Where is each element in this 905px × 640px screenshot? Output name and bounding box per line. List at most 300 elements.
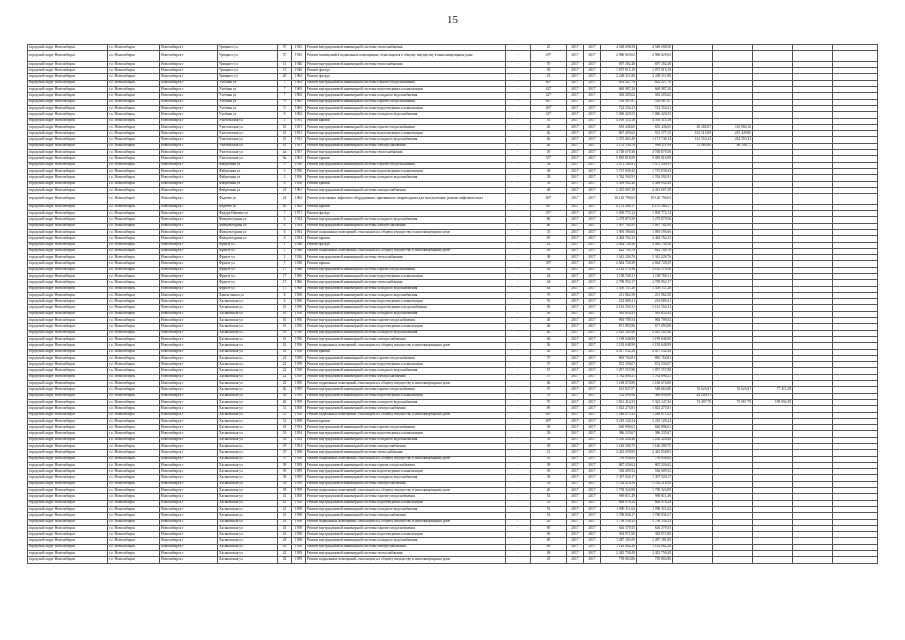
- cell-cost-total: 211 862,58: [601, 292, 637, 298]
- cell-plan-end: 2017: [584, 204, 601, 210]
- cell-plan-start: 2017: [567, 45, 584, 51]
- cell-year-built: 1956: [292, 292, 306, 298]
- cell-cost-total: 672 330,07: [601, 362, 637, 368]
- cell-municipality: городской округ Новосибирск: [28, 273, 108, 279]
- cell-count: 49: [531, 68, 567, 74]
- cell-plan-start: 2017: [567, 68, 584, 74]
- cell-plan-start: 2017: [567, 280, 584, 286]
- cell-house: 17: [278, 273, 292, 279]
- cell-cost-total: 5 499 992,40: [601, 181, 637, 187]
- cell-count: 46: [531, 318, 567, 324]
- cell-house: 7: [278, 93, 292, 99]
- cell-area: -: [506, 124, 531, 130]
- cell-district: Новосибирск г: [160, 261, 218, 267]
- cell-year-built: 1958: [292, 406, 306, 412]
- cell-plan-end: 2017: [584, 286, 601, 292]
- cell-street: Хасановская ул: [218, 481, 278, 487]
- cell-street: Фабричная ул: [218, 181, 278, 187]
- cell-district: Новосибирск г: [160, 494, 218, 500]
- cell-plan-start: 2017: [567, 488, 584, 494]
- cell-city: г.о. Новосибирск: [108, 217, 160, 223]
- cell-year-built: 1962: [292, 204, 306, 210]
- cell-work-type: Ремонт внутридомовой инженерной системы водоотведения и канализации: [306, 105, 506, 111]
- cell-municipality: городской округ Новосибирск: [28, 143, 108, 149]
- cell-plan-start: 2017: [567, 211, 584, 217]
- cell-work-type: Ремонт внутридомовой инженерной системы холодного водоснабжения: [306, 538, 506, 544]
- cell-year-built: 1956: [292, 318, 306, 324]
- cell-count: 44: [531, 286, 567, 292]
- cell-count: 45: [531, 519, 567, 525]
- cell-cost-estimate: 4 017 532,28: [637, 349, 673, 355]
- cell-plan-start: 2017: [567, 513, 584, 519]
- cell-cost-estimate: 1 397 920,17: [637, 475, 673, 481]
- cell-district: Новосибирск г: [160, 399, 218, 405]
- cell-plan-end: 2017: [584, 456, 601, 462]
- cell-work-type: Ремонт крыши: [306, 181, 506, 187]
- cell-count: 76: [531, 299, 567, 305]
- cell-city: г.о. Новосибирск: [108, 236, 160, 242]
- cell-house: 31: [278, 406, 292, 412]
- cell-area: -: [506, 311, 531, 317]
- cell-work-type: Ремонт внутридомовой инженерной системы электроснабжения: [306, 187, 506, 193]
- cell-municipality: городской округ Новосибирск: [28, 532, 108, 538]
- cell-city: г.о. Новосибирск: [108, 437, 160, 443]
- cell-work-type: Ремонт внутридомовой инженерной системы электроснабжения: [306, 544, 506, 550]
- cell-plan-end: 2017: [584, 513, 601, 519]
- cell-city: г.о. Новосибирск: [108, 544, 160, 550]
- cell-work-type: Ремонт внутридомовой инженерной системы холодного водоснабжения: [306, 311, 506, 317]
- cell-area: -: [506, 318, 531, 324]
- cell-cost-total: 697 302,48: [601, 61, 637, 67]
- cell-work-type: Ремонт подвальных помещений, относящихся к общему имуществу в многоквартирном доме: [306, 456, 506, 462]
- cell-house: 43: [278, 525, 292, 531]
- cell-plan-end: 2017: [584, 551, 601, 557]
- cell-street: Урицкого ул: [218, 51, 278, 62]
- cell-cost-estimate: 5 499 992,40: [637, 181, 673, 187]
- cell-city: г.о. Новосибирск: [108, 45, 160, 51]
- cell-house: 33: [278, 431, 292, 437]
- cell-street: Хасановская ул: [218, 431, 278, 437]
- cell-house: 65: [278, 204, 292, 210]
- cell-plan-end: 2017: [584, 51, 601, 62]
- cell-house: 10: [278, 143, 292, 149]
- cell-cost-total: 1 039 772,12: [601, 211, 637, 217]
- cell-plan-end: 2017: [584, 74, 601, 80]
- cell-cost-estimate: 672 330,07: [637, 362, 673, 368]
- cell-area: -: [506, 236, 531, 242]
- cell-extra1: 74 497,78: [673, 399, 713, 405]
- cell-house: 41: [278, 494, 292, 500]
- cell-street: Фрунзе ул: [218, 242, 278, 248]
- cell-area: -: [506, 444, 531, 450]
- cell-cost-estimate: 3 064 738,30: [637, 242, 673, 248]
- cell-city: г.о. Новосибирск: [108, 286, 160, 292]
- cell-city: г.о. Новосибирск: [108, 87, 160, 93]
- cell-work-type: Ремонт подвальных помещений, относящихся к общему имуществу в многоквартирном доме: [306, 557, 506, 563]
- cell-municipality: городской округ Новосибирск: [28, 412, 108, 418]
- cell-plan-end: 2017: [584, 399, 601, 405]
- cell-count: 38: [531, 255, 567, 261]
- cell-plan-end: 2017: [584, 223, 601, 229]
- cell-cost-total: 608 978,24: [601, 500, 637, 506]
- cell-year-built: 1959: [292, 374, 306, 380]
- cell-house: 33: [278, 425, 292, 431]
- cell-cost-estimate: 1 143 982,28: [637, 544, 673, 550]
- cell-count: 48*: [531, 204, 567, 210]
- cell-cost-total: 1 151 130,76: [601, 143, 637, 149]
- cell-street: Хасановская ул: [218, 381, 278, 387]
- cell-street: Хасановская ул: [218, 437, 278, 443]
- cell-street: Фабричная ул: [218, 162, 278, 168]
- cell-extra2: 215 449,86: [713, 131, 753, 137]
- cell-year-built: 1930: [292, 261, 306, 267]
- cell-plan-start: 2017: [567, 223, 584, 229]
- cell-house: 33: [278, 437, 292, 443]
- cell-municipality: городской округ Новосибирск: [28, 112, 108, 118]
- cell-house: 39: [278, 475, 292, 481]
- cell-street: Хасановская ул: [218, 494, 278, 500]
- cell-work-type: Ремонт внутридомовой инженерной системы холодного водоснабжения: [306, 112, 506, 118]
- cell-work-type: Ремонт подвальных помещений, относящихся к общему имуществу в многоквартирном доме: [306, 381, 506, 387]
- cell-extra2: 242 353,31: [713, 137, 753, 143]
- cell-house: 7: [278, 211, 292, 217]
- cell-cost-estimate: 724 354,21: [637, 105, 673, 111]
- cell-house: 17: [278, 280, 292, 286]
- cell-house: 39: [278, 481, 292, 487]
- cell-plan-start: 2017: [567, 412, 584, 418]
- cell-area: -: [506, 223, 531, 229]
- cell-year-built: 1959: [292, 399, 306, 405]
- cell-city: г.о. Новосибирск: [108, 223, 160, 229]
- cell-year-built: 1963: [292, 99, 306, 105]
- cell-year-built: 1951: [292, 143, 306, 149]
- cell-plan-end: 2017: [584, 355, 601, 361]
- cell-house: 8: [278, 292, 292, 298]
- cell-cost-estimate: 1 758 324,88: [637, 488, 673, 494]
- cell-count: 70: [531, 61, 567, 67]
- cell-cost-total: 1 057 557,88: [601, 368, 637, 374]
- cell-count: 42*: [531, 93, 567, 99]
- cell-municipality: городской округ Новосибирск: [28, 393, 108, 399]
- cell-plan-end: 2017: [584, 374, 601, 380]
- cell-count: 40*: [531, 105, 567, 111]
- cell-plan-end: 2017: [584, 137, 601, 143]
- cell-house: 16: [278, 336, 292, 342]
- cell-cost-total: 1 090 311,62: [601, 506, 637, 512]
- cell-area: -: [506, 494, 531, 500]
- cell-cost-estimate: 2 162 579,36: [637, 267, 673, 273]
- cell-year-built: 1958: [292, 532, 306, 538]
- cell-plan-end: 2017: [584, 305, 601, 311]
- cell-plan-start: 2017: [567, 93, 584, 99]
- cell-city: г.о. Новосибирск: [108, 481, 160, 487]
- cell-cost-total: 965 709,54: [601, 318, 637, 324]
- cell-house: 41: [278, 506, 292, 512]
- cell-municipality: городской округ Новосибирск: [28, 99, 108, 105]
- cell-year-built: 1959: [292, 393, 306, 399]
- cell-count: 39: [531, 462, 567, 468]
- cell-year-built: 1958: [292, 500, 306, 506]
- cell-street: Хасановская ул: [218, 513, 278, 519]
- cell-area: -: [506, 330, 531, 336]
- cell-municipality: городской округ Новосибирск: [28, 330, 108, 336]
- cell-count: 35: [531, 456, 567, 462]
- cell-house: 18: [278, 349, 292, 355]
- cell-plan-end: 2017: [584, 156, 601, 162]
- cell-area: -: [506, 469, 531, 475]
- cell-street: Хасановская ул: [218, 557, 278, 563]
- cell-area: -: [506, 513, 531, 519]
- cell-year-built: 1951: [292, 118, 306, 124]
- cell-area: -: [506, 150, 531, 156]
- cell-cost-estimate: 4 503 114,16: [637, 118, 673, 124]
- cell-plan-start: 2017: [567, 168, 584, 174]
- cell-year-built: 1956: [292, 305, 306, 311]
- cell-district: Новосибирск г: [160, 469, 218, 475]
- cell-street: Физкультурная ул: [218, 217, 278, 223]
- cell-count: 53: [531, 513, 567, 519]
- cell-cost-estimate: 2 425 058,83: [637, 450, 673, 456]
- cell-district: Новосибирск г: [160, 481, 218, 487]
- cell-house: 9: [278, 99, 292, 105]
- cell-house: 37: [278, 450, 292, 456]
- cell-district: Новосибирск г: [160, 418, 218, 424]
- cell-count: 46: [531, 330, 567, 336]
- cell-city: г.о. Новосибирск: [108, 156, 160, 162]
- cell-district: Новосибирск г: [160, 61, 218, 67]
- cell-cost-total: 1 250 226,48: [601, 437, 637, 443]
- cell-municipality: городской округ Новосибирск: [28, 381, 108, 387]
- cell-cost-total: 1 341 226,76: [601, 255, 637, 261]
- cell-city: г.о. Новосибирск: [108, 255, 160, 261]
- cell-work-type: Ремонт внутридомовой инженерной системы горячего водоснабжения: [306, 99, 506, 105]
- cell-cost-estimate: 1 768 036,27: [637, 513, 673, 519]
- cell-count: 46*: [531, 412, 567, 418]
- cell-count: 46: [531, 336, 567, 342]
- cell-year-built: 1954: [292, 223, 306, 229]
- cell-year-built: 1959: [292, 355, 306, 361]
- cell-area: -: [506, 425, 531, 431]
- cell-street: Фрунзе ул: [218, 248, 278, 254]
- cell-work-type: Ремонт крыши: [306, 156, 506, 162]
- cell-area: -: [506, 336, 531, 342]
- cell-area: -: [506, 506, 531, 512]
- cell-house: 43: [278, 544, 292, 550]
- cell-extra1: 161 353,43: [673, 137, 713, 143]
- cell-count: 65: [531, 236, 567, 242]
- cell-city: г.о. Новосибирск: [108, 137, 160, 143]
- cell-cost-total: 386 235,67: [601, 431, 637, 437]
- cell-municipality: городской округ Новосибирск: [28, 45, 108, 51]
- cell-area: -: [506, 242, 531, 248]
- cell-cost-total: 867 226,62: [601, 462, 637, 468]
- cell-work-type: Ремонт внутридомовой инженерной системы водоотведения и канализации: [306, 393, 506, 399]
- cell-plan-end: 2017: [584, 488, 601, 494]
- cell-city: г.о. Новосибирск: [108, 349, 160, 355]
- cell-plan-end: 2017: [584, 412, 601, 418]
- cell-year-built: 1954: [292, 444, 306, 450]
- cell-count: 33*: [531, 156, 567, 162]
- cell-area: -: [506, 286, 531, 292]
- cell-year-built: 1959: [292, 557, 306, 563]
- cell-plan-start: 2017: [567, 311, 584, 317]
- cell-municipality: городской округ Новосибирск: [28, 280, 108, 286]
- cell-street: Учительская ул: [218, 150, 278, 156]
- cell-area: -: [506, 406, 531, 412]
- cell-plan-start: 2017: [567, 538, 584, 544]
- cell-street: Физкультурная ул: [218, 236, 278, 242]
- cell-city: г.о. Новосибирск: [108, 143, 160, 149]
- cell-cost-total: 582 205,62: [601, 93, 637, 99]
- cell-municipality: городской округ Новосибирск: [28, 544, 108, 550]
- cell-work-type: Ремонт внутридомовой инженерной системы электроснабжения: [306, 513, 506, 519]
- cell-count: 58: [531, 311, 567, 317]
- cell-count: 25: [531, 45, 567, 51]
- cell-plan-end: 2017: [584, 118, 601, 124]
- cell-cost-total: 1 758 324,88: [601, 488, 637, 494]
- cell-plan-end: 2017: [584, 280, 601, 286]
- cell-cost-estimate: 10 120 790,63: [637, 194, 673, 205]
- cell-district: Новосибирск г: [160, 462, 218, 468]
- cell-cost-estimate: 1 341 226,76: [637, 255, 673, 261]
- cell-cost-estimate: 2 025 505,46: [637, 330, 673, 336]
- cell-house: 20: [278, 74, 292, 80]
- cell-count: 69*: [531, 418, 567, 424]
- cell-municipality: городской округ Новосибирск: [28, 51, 108, 62]
- cell-city: г.о. Новосибирск: [108, 311, 160, 317]
- cell-street: Хасановская ул: [218, 330, 278, 336]
- cell-municipality: городской округ Новосибирск: [28, 87, 108, 93]
- cell-plan-start: 2017: [567, 318, 584, 324]
- cell-cost-estimate: 692 327,76: [637, 80, 673, 86]
- cell-cost-estimate: 1 192 648,99: [637, 343, 673, 349]
- cell-cost-estimate: 6 151 586,17: [637, 204, 673, 210]
- cell-municipality: городской округ Новосибирск: [28, 488, 108, 494]
- cell-city: г.о. Новосибирск: [108, 538, 160, 544]
- cell-area: -: [506, 557, 531, 563]
- cell-municipality: городской округ Новосибирск: [28, 168, 108, 174]
- cell-area: -: [506, 261, 531, 267]
- cell-cost-estimate: 1 279 879,50: [637, 217, 673, 223]
- cell-extra2: 76 623,91: [713, 387, 753, 393]
- cell-year-built: 1956: [292, 330, 306, 336]
- cell-area: -: [506, 519, 531, 525]
- cell-street: Учительская ул: [218, 131, 278, 137]
- cell-house: 1: [278, 118, 292, 124]
- cell-plan-end: 2017: [584, 255, 601, 261]
- cell-plan-start: 2017: [567, 557, 584, 563]
- cell-district: Новосибирск г: [160, 267, 218, 273]
- cell-plan-end: 2017: [584, 267, 601, 273]
- cell-plan-start: 2017: [567, 124, 584, 130]
- cell-area: -: [506, 112, 531, 118]
- cell-year-built: 1966: [292, 280, 306, 286]
- cell-work-type: Ремонт внутридомовой инженерной системы холодного водоснабжения: [306, 217, 506, 223]
- cell-work-type: Ремонт внутридомовой инженерной системы теплоснабжения: [306, 450, 506, 456]
- cell-year-built: 1951: [292, 124, 306, 130]
- cell-district: Новосибирск г: [160, 557, 218, 563]
- cell-plan-start: 2017: [567, 194, 584, 205]
- cell-extra1: 161 313,69: [673, 131, 713, 137]
- cell-count: 39: [531, 475, 567, 481]
- cell-cost-total: 4 017 532,28: [601, 349, 637, 355]
- cell-district: Новосибирск г: [160, 299, 218, 305]
- cell-cost-estimate: 1 171 746,14: [637, 137, 673, 143]
- cell-cost-total: 4 503 114,16: [601, 118, 637, 124]
- cell-area: -: [506, 118, 531, 124]
- cell-house: 1: [278, 242, 292, 248]
- cell-cost-total: 4 464 762,23: [601, 236, 637, 242]
- cell-plan-end: 2017: [584, 437, 601, 443]
- cell-area: -: [506, 87, 531, 93]
- cell-municipality: городской округ Новосибирск: [28, 513, 108, 519]
- cell-street: Урицкого ул: [218, 74, 278, 80]
- cell-work-type: Ремонт внутридомовой инженерной системы водоотведения и канализации: [306, 324, 506, 330]
- cell-district: Новосибирск г: [160, 362, 218, 368]
- cell-district: Новосибирск г: [160, 513, 218, 519]
- cell-street: Хасановская ул: [218, 343, 278, 349]
- cell-city: г.о. Новосибирск: [108, 355, 160, 361]
- cell-plan-start: 2017: [567, 418, 584, 424]
- cell-street: Хасановская ул: [218, 488, 278, 494]
- cell-year-built: 1966: [292, 286, 306, 292]
- cell-cost-estimate: 865 764,81: [637, 355, 673, 361]
- cell-house: 42: [278, 557, 292, 563]
- cell-plan-end: 2017: [584, 336, 601, 342]
- cell-plan-end: 2017: [584, 324, 601, 330]
- cell-cost-total: 660 987,20: [601, 87, 637, 93]
- cell-cost-estimate: 1 762 592,91: [637, 175, 673, 181]
- cell-city: г.о. Новосибирск: [108, 187, 160, 193]
- cell-municipality: городской округ Новосибирск: [28, 80, 108, 86]
- cell-cost-estimate: 1 090 311,62: [637, 506, 673, 512]
- cell-city: г.о. Новосибирск: [108, 387, 160, 393]
- cell-district: Новосибирск г: [160, 211, 218, 217]
- cell-cost-total: 2 425 058,83: [601, 450, 637, 456]
- cell-plan-end: 2017: [584, 229, 601, 235]
- cell-cost-estimate: 1 762 690,21: [637, 374, 673, 380]
- cell-extra3: [753, 194, 793, 205]
- cell-house: 41: [278, 187, 292, 193]
- cell-cost-total: 1 762 592,91: [601, 175, 637, 181]
- cell-house: 10: [278, 137, 292, 143]
- cell-plan-end: 2017: [584, 105, 601, 111]
- cell-cost-total: 1 158 768,11: [601, 273, 637, 279]
- cell-plan-start: 2017: [567, 462, 584, 468]
- cell-plan-end: 2017: [584, 162, 601, 168]
- cell-cost-total: 620 896,61: [601, 425, 637, 431]
- cell-plan-end: 2017: [584, 273, 601, 279]
- cell-count: 31: [531, 450, 567, 456]
- cell-area: -: [506, 267, 531, 273]
- cell-count: 60: [531, 217, 567, 223]
- cell-city: г.о. Новосибирск: [108, 242, 160, 248]
- cell-street: Хасановская ул: [218, 475, 278, 481]
- cell-street: Хасановская ул: [218, 425, 278, 431]
- cell-plan-start: 2017: [567, 162, 584, 168]
- cell-area: -: [506, 488, 531, 494]
- cell-district: Новосибирск г: [160, 292, 218, 298]
- cell-count: 60: [531, 223, 567, 229]
- cell-plan-start: 2017: [567, 330, 584, 336]
- cell-plan-end: 2017: [584, 475, 601, 481]
- cell-extra1: 76 623,91: [673, 387, 713, 393]
- cell-year-built: 1958: [292, 519, 306, 525]
- cell-house: 24: [278, 194, 292, 205]
- cell-city: г.о. Новосибирск: [108, 261, 160, 267]
- cell-count: 69: [531, 525, 567, 531]
- cell-area: -: [506, 45, 531, 51]
